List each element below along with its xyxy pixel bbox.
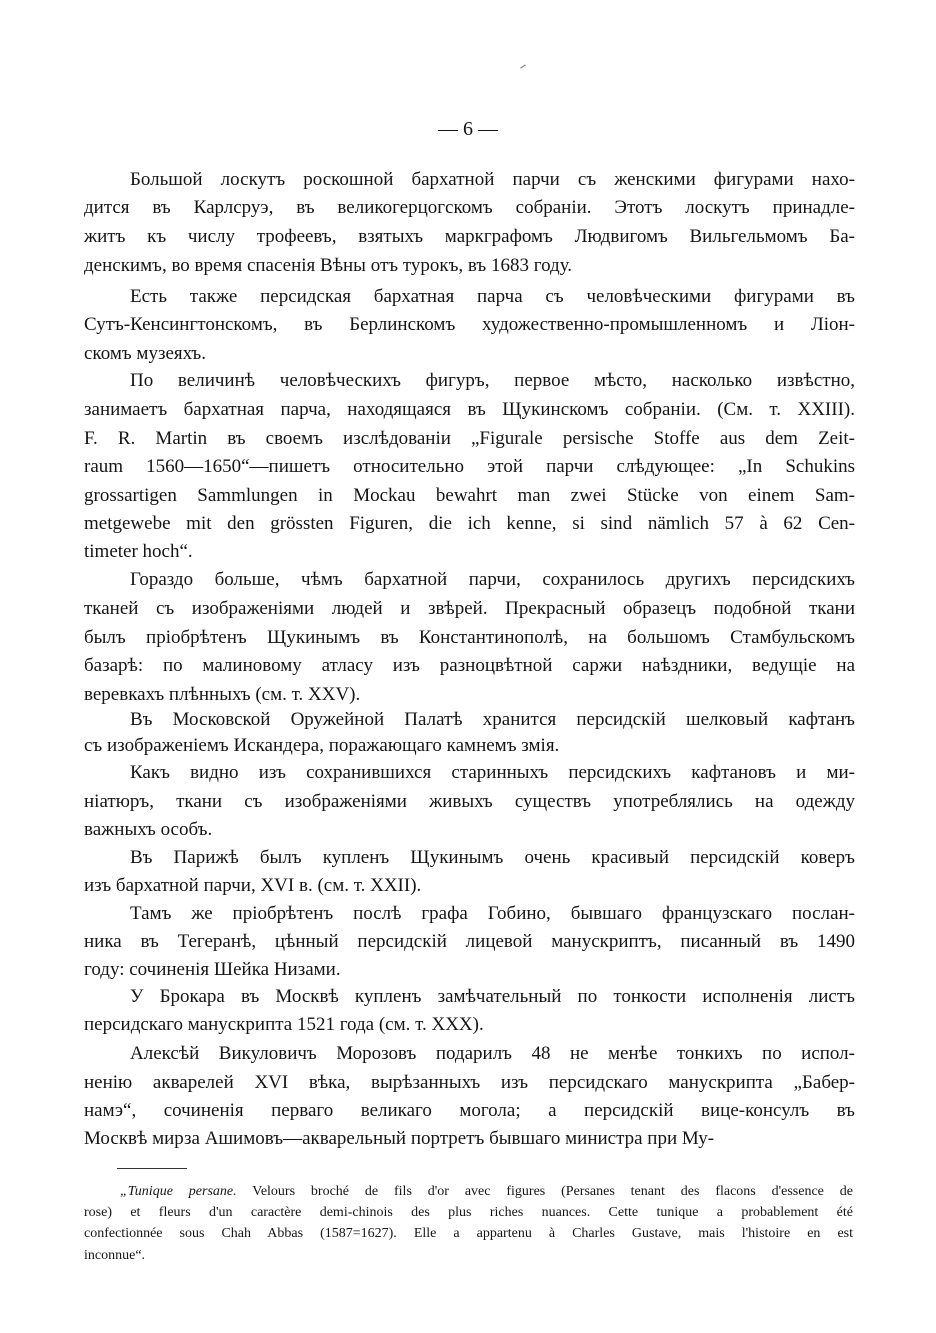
text-line: намэ“, сочиненія перваго великаго могола; а персидскій вице-консулъ въ bbox=[84, 1100, 855, 1121]
text-line: У Брокара въ Москвѣ купленъ замѣчательный по тонкости исполненія листъ bbox=[130, 986, 855, 1007]
text-line: Какъ видно изъ сохранившихся старинныхъ персидскихъ кафтановъ и ми- bbox=[130, 762, 855, 783]
text-line: ника въ Тегеранѣ, цѣнный персидскій лицевой манускриптъ, писанный въ 1490 bbox=[84, 931, 855, 952]
footnote-line: confectionnée sous Chah Abbas (1587=1627). Elle a appartenu à Charles Gustave, mais l'histoire en est bbox=[84, 1226, 853, 1241]
text-line: Тамъ же пріобрѣтенъ послѣ графа Гобино, бывшаго французскаго послан- bbox=[130, 903, 855, 924]
footnote-line bbox=[120, 1183, 853, 1201]
text-line: базарѣ: по малиновому атласу изъ разноцвѣтной саржи наѣздники, ведущіе на bbox=[84, 655, 855, 676]
text-line: году: сочиненія Шейка Низами. bbox=[84, 959, 341, 980]
text-line: важныхъ особъ. bbox=[84, 819, 213, 840]
text-line: Сутъ-Кенсингтонскомъ, въ Берлинскомъ художественно-промышленномъ и Ліон- bbox=[84, 314, 855, 335]
text-line: Гораздо больше, чѣмъ бархатной парчи, сохранилось другихъ персидскихъ bbox=[130, 569, 855, 590]
text-line: Москвѣ мирза Ашимовъ—акварельный портретъ бывшаго министра при Му- bbox=[84, 1128, 715, 1149]
text-line: ніатюръ, ткани съ изображеніями живыхъ существъ употреблялись на одежду bbox=[84, 791, 855, 812]
text-line: житъ къ числу трофеевъ, взятыхъ маркграфомъ Людвигомъ Вильгельмомъ Ба- bbox=[84, 226, 855, 247]
text-line: ненію акварелей XVI вѣка, вырѣзанныхъ изъ персидскаго манускрипта „Бабер- bbox=[84, 1072, 855, 1093]
page-number: — 6 — bbox=[438, 118, 498, 140]
text-line: timeter hoch“. bbox=[84, 541, 193, 562]
text-line: F. R. Martin въ своемъ изслѣдованіи „Figurale persische Stoffe aus dem Zeit- bbox=[84, 428, 855, 449]
text-line: Алексѣй Викуловичъ Морозовъ подарилъ 48 не менѣе тонкихъ по испол- bbox=[130, 1043, 855, 1064]
text-line: занимаетъ бархатная парча, находящаяся въ Щукинскомъ собраніи. (См. т. XXIII). bbox=[84, 399, 855, 420]
text-line: Въ Московской Оружейной Палатѣ хранится персидскій шелковый кафтанъ bbox=[130, 709, 855, 730]
text-line: raum 1560—1650“—пишетъ относительно этой парчи слѣдующее: „In Schukins bbox=[84, 456, 855, 477]
footnote-title: „Tunique persane. bbox=[120, 1184, 237, 1199]
text-line: metgewebe mit den grössten Figuren, die ich kenne, si sind nämlich 57 à 62 Cen- bbox=[84, 513, 855, 534]
text-line: Есть также персидская бархатная парча съ человѣческими фигурами въ bbox=[130, 286, 855, 307]
footnote-line: rose) et fleurs d'un caractère demi-chinois des plus riches nuances. Cette tunique a probablement été bbox=[84, 1205, 853, 1220]
text-line: денскимъ, во время спасенія Вѣны отъ турокъ, въ 1683 году. bbox=[84, 255, 573, 276]
footnote-rule bbox=[117, 1168, 187, 1169]
text-line: изъ бархатной парчи, XVI в. (см. т. XXII). bbox=[84, 875, 422, 896]
text-line: былъ пріобрѣтенъ Щукинымъ въ Константинополѣ, на большомъ Стамбульскомъ bbox=[84, 627, 855, 648]
footnote-line: inconnue“. bbox=[84, 1248, 146, 1263]
text-line: скомъ музеяхъ. bbox=[84, 343, 206, 364]
scan-mark bbox=[520, 64, 525, 68]
text-line: съ изображеніемъ Искандера, поражающаго камнемъ змія. bbox=[84, 735, 560, 756]
text-line: веревкахъ плѣнныхъ (см. т. XXV). bbox=[84, 684, 361, 705]
text-line: По величинѣ человѣческихъ фигуръ, первое мѣсто, насколько извѣстно, bbox=[130, 370, 855, 391]
text-line: дится въ Карлсруэ, въ великогерцогскомъ собраніи. Этотъ лоскутъ принадле- bbox=[84, 197, 855, 218]
text-line: grossartigen Sammlungen in Mockau bewahrt man zwei Stücke von einem Sam- bbox=[84, 485, 855, 506]
text-line: Большой лоскутъ роскошной бархатной парчи съ женскими фигурами нахо- bbox=[130, 169, 855, 190]
footnote-text: Velours broché de fils d'or avec figures (Persanes tenant des flacons d'essence de bbox=[252, 1184, 854, 1199]
text-line: персидскаго манускрипта 1521 года (см. т. XXX). bbox=[84, 1014, 484, 1035]
text-line: Въ Парижѣ былъ купленъ Щукинымъ очень красивый персидскій коверъ bbox=[130, 847, 855, 868]
text-line: тканей съ изображеніями людей и звѣрей. Прекрасный образецъ подобной ткани bbox=[84, 598, 855, 619]
